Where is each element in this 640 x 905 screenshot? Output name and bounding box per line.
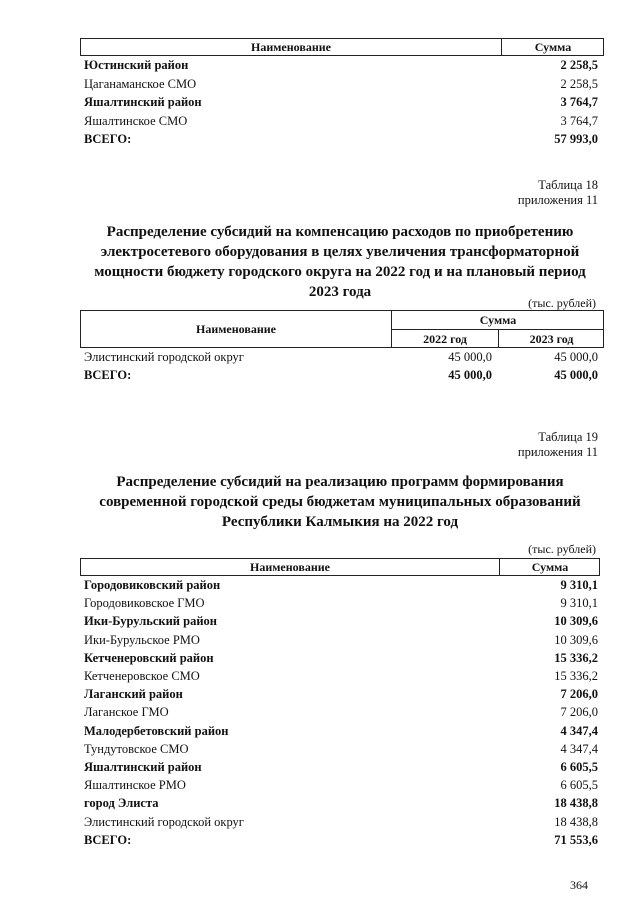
table19-row-value: 4 347,4 [560, 723, 598, 738]
table19-row-value: 7 206,0 [560, 687, 598, 702]
table19-row-value: 18 438,8 [554, 796, 598, 811]
table19-row-name: Кетченеровский район [84, 650, 214, 665]
table19-row-name: Тундутовское СМО [84, 741, 189, 756]
table18-row-2022: 45 000,0 [448, 368, 492, 382]
table17-row [0, 58, 640, 76]
table18-row-name: ВСЕГО: [84, 368, 132, 382]
table17-row-name: Цаганаманское СМО [84, 76, 197, 91]
page-number: 364 [570, 878, 588, 892]
table18-caption-number: Таблица 18 [538, 178, 598, 192]
table19-row-name: ВСЕГО: [84, 832, 132, 847]
table17-row-value: 2 258,5 [560, 76, 598, 91]
table17-row [0, 132, 640, 150]
table19-header-sum: Сумма [531, 559, 569, 574]
table18-header-2023: 2023 год [529, 331, 574, 346]
table19-header [80, 558, 600, 576]
table18-units: (тыс. рублей) [528, 296, 596, 310]
table19-row [0, 796, 640, 814]
table18-caption-appendix: приложения 11 [517, 193, 598, 207]
table19-row-name: Ики-Бурульский район [84, 614, 217, 629]
table19-row [0, 742, 640, 760]
table18-row [0, 368, 640, 386]
table19-caption-appendix: приложения 11 [517, 445, 598, 459]
table19-row-value: 6 605,5 [560, 778, 598, 793]
table17-row-name: Яшалтинское СМО [84, 113, 188, 128]
table19-row-name: Городовиковский район [84, 578, 221, 592]
table18-caption [518, 178, 598, 208]
table19-row-value: 10 309,6 [554, 614, 598, 629]
table19-row [0, 596, 640, 614]
table19-row-name: Кетченеровское СМО [84, 669, 200, 683]
table19-row [0, 614, 640, 632]
table19-row-value: 15 336,2 [554, 650, 598, 665]
table19-row [0, 705, 640, 723]
table19-row-name: Лаганское ГМО [84, 705, 169, 720]
table18-title: Распределение субсидий на компенсацию расходов по приобретению электросетевого оборудования в целях увеличения трансформаторной мощности бюджету городского округа на 2022 год и на плановый период 2023 года [94, 224, 586, 300]
table19-row-value: 18 438,8 [554, 814, 598, 829]
table19-row-value: 7 206,0 [560, 705, 598, 720]
table19-row [0, 687, 640, 705]
table17-row-value: 2 258,5 [560, 58, 598, 72]
table19-row [0, 669, 640, 687]
table17-row-name: Юстинский район [84, 58, 189, 72]
table19-row [0, 651, 640, 669]
table19-row-value: 4 347,4 [560, 741, 598, 756]
table19-caption [518, 430, 598, 460]
table19-title: Распределение субсидий на реализацию программ формирования современной городской среды бюджетам муниципальных образований Республики Калмыкия на 2022 год [99, 474, 581, 530]
table18-row-2022: 45 000,0 [448, 350, 492, 364]
table19-row-name: Лаганский район [84, 687, 183, 702]
table18-header [80, 310, 604, 348]
table18-header-2022: 2022 год [423, 331, 467, 346]
table18-header-sum: Сумма [479, 312, 517, 327]
table17-row-value: 3 764,7 [560, 95, 598, 109]
table19-row-name: Малодербетовский район [84, 723, 229, 738]
table19-row [0, 815, 640, 833]
table19-row [0, 778, 640, 796]
table19-row-name: Ики-Бурульское РМО [84, 632, 200, 647]
table17-row-name: ВСЕГО: [84, 132, 132, 146]
table19-row [0, 578, 640, 596]
table17-row-value: 3 764,7 [560, 113, 598, 128]
table17-row [0, 114, 640, 132]
table19-row-value: 9 310,1 [560, 596, 598, 611]
table19-row [0, 633, 640, 651]
table17-header-name: Наименование [251, 39, 331, 54]
table18-row-2023: 45 000,0 [554, 368, 598, 382]
table19-row-value: 10 309,6 [554, 632, 598, 647]
table18-row-2023: 45 000,0 [554, 350, 598, 364]
table17-row [0, 95, 640, 113]
table19-row [0, 724, 640, 742]
table19-row-value: 15 336,2 [554, 669, 598, 683]
table19-row [0, 833, 640, 851]
table18-row-name: Элистинский городской округ [84, 350, 244, 364]
table17-row [0, 77, 640, 95]
table19-header-name: Наименование [250, 559, 330, 574]
table18-header-name: Наименование [196, 321, 276, 336]
table19-row [0, 760, 640, 778]
table19-row-name: город Элиста [84, 796, 159, 811]
table17-row-value: 57 993,0 [554, 132, 598, 146]
table19-row-name: Яшалтинское РМО [84, 778, 186, 793]
table17-header [80, 38, 604, 56]
table17-row-name: Яшалтинский район [84, 95, 202, 109]
table19-row-value: 71 553,6 [554, 832, 598, 847]
table19-caption-number: Таблица 19 [538, 430, 598, 444]
table19-row-name: Городовиковское ГМО [84, 596, 205, 611]
table17-header-sum: Сумма [534, 39, 572, 54]
table19-row-value: 9 310,1 [560, 578, 598, 592]
table19-row-name: Элистинский городской округ [84, 814, 244, 829]
table18-row [0, 350, 640, 368]
table19-row-name: Яшалтинский район [84, 760, 202, 774]
table19-units: (тыс. рублей) [528, 542, 596, 556]
table19-row-value: 6 605,5 [560, 760, 598, 774]
